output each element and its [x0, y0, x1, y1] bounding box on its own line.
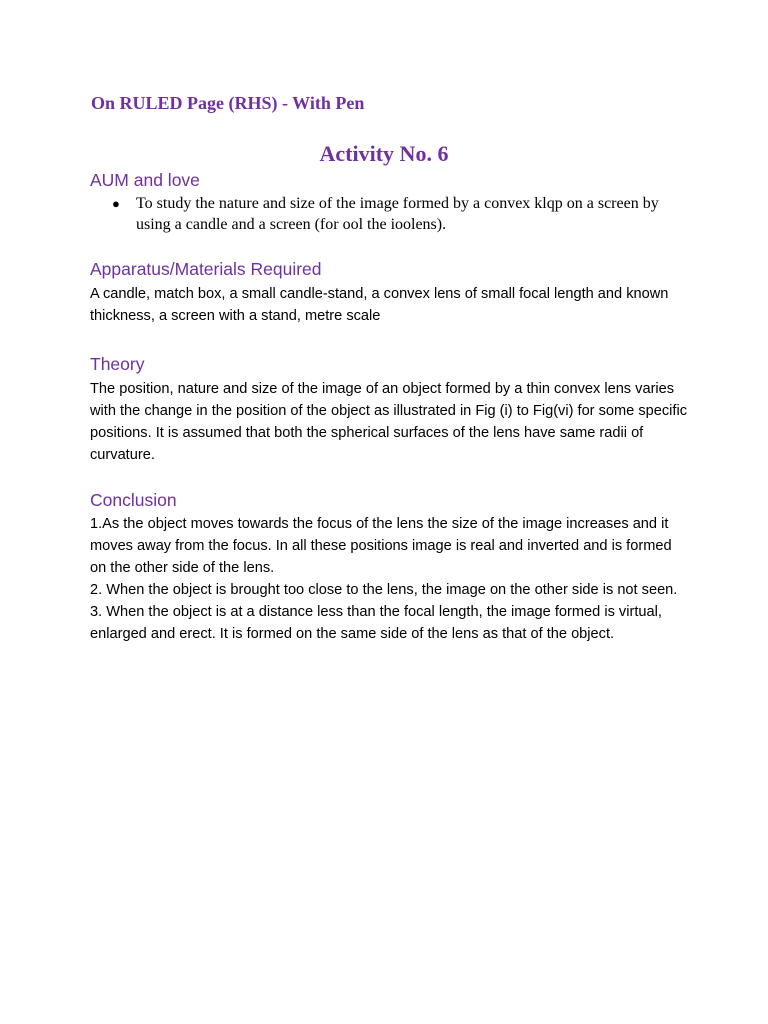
aim-heading: AUM and love	[90, 170, 200, 190]
aim-item-text: To study the nature and size of the image formed by a convex klqp on a screen by using a candle and a screen (for ool the ioolens).	[136, 195, 659, 233]
conclusion-point-1: 1.As the object moves towards the focus of the lens the size of the image increases and it moves away from the focus. In all these positions image is real and inverted and is formed on the other side of the lens.	[90, 516, 672, 576]
page-title: Activity No. 6	[319, 141, 449, 166]
bullet-icon: ●	[112, 196, 120, 211]
conclusion-text	[90, 513, 690, 645]
conclusion-heading: Conclusion	[90, 490, 177, 510]
aim-list	[90, 193, 670, 235]
apparatus-paragraph: A candle, match box, a small candle-stand, a convex lens of small focal length and known thickness, a screen with a stand, metre scale	[90, 286, 669, 324]
conclusion-point-3: 3. When the object is at a distance less than the focal length, the image formed is virtual, enlarged and erect. It is formed on the same side of the lens as that of the object.	[90, 604, 662, 642]
aim-item	[90, 193, 670, 235]
conclusion-point-2: 2. When the object is brought too close to the lens, the image on the other side is not seen.	[90, 582, 678, 598]
apparatus-text	[90, 283, 690, 327]
theory-paragraph: The position, nature and size of the image of an object formed by a thin convex lens varies with the change in the position of the object as illustrated in Fig (i) to Fig(vi) for some specific positions. It is assumed that both the spherical surfaces of the lens have same radii of curvature.	[90, 381, 687, 463]
theory-text	[90, 378, 690, 466]
theory-heading: Theory	[90, 354, 145, 374]
page-note: On RULED Page (RHS) - With Pen	[91, 93, 365, 113]
apparatus-heading: Apparatus/Materials Required	[90, 259, 322, 279]
